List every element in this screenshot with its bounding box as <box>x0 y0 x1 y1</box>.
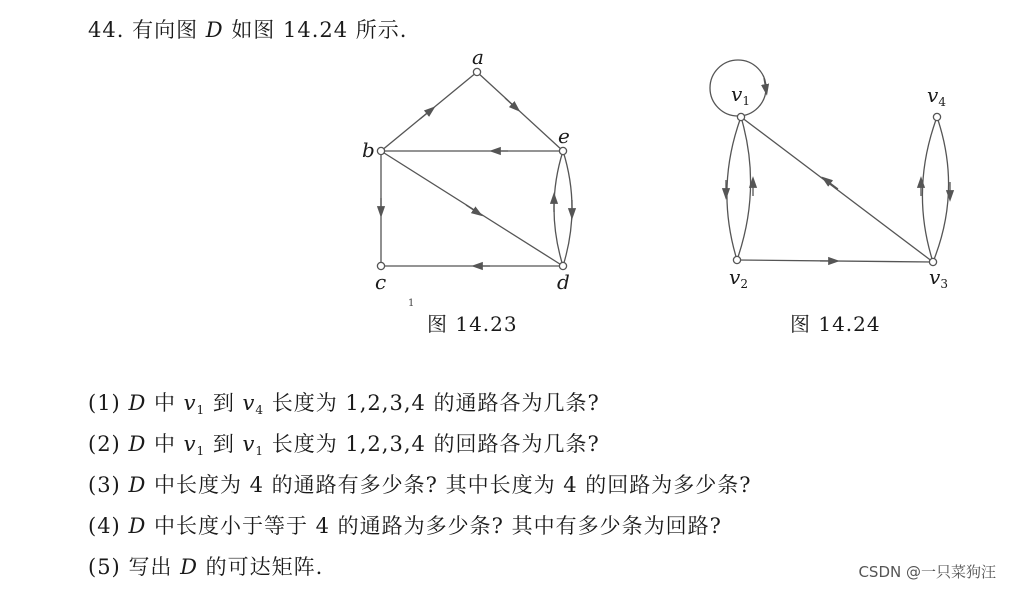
stray-mark: 1 <box>408 298 415 309</box>
edge-a-e <box>477 72 563 151</box>
problem-number: 44. <box>88 18 125 42</box>
label-e: e <box>558 124 570 148</box>
question-number: (4) <box>88 514 121 538</box>
label-a: a <box>472 45 484 69</box>
question-text: 到 <box>205 391 243 415</box>
node-v1 <box>737 113 744 120</box>
node-c <box>377 262 384 269</box>
question-number: (5) <box>88 555 121 579</box>
question-2 <box>88 428 600 458</box>
problem-intro-post: 如图 14.24 所示. <box>231 18 408 42</box>
graph-name-D: D <box>128 514 147 538</box>
node-v4 <box>933 113 940 120</box>
question-text: 长度为 1,2,3,4 的回路各为几条? <box>264 432 600 456</box>
vertex-sub: 1 <box>255 444 265 458</box>
edge-v2-v3 <box>737 260 933 262</box>
question-1 <box>88 387 600 417</box>
question-4 <box>88 510 722 540</box>
edge-v3-v1 <box>741 117 933 262</box>
edge-b-d-arrow <box>466 205 478 213</box>
vertex-sub: 4 <box>255 403 265 417</box>
vertex-var: v <box>242 432 256 456</box>
graph-name-D: D <box>128 432 147 456</box>
edge-v2-v1 <box>737 117 751 260</box>
question-5 <box>88 551 323 581</box>
edge-d-e <box>554 151 563 266</box>
node-e <box>559 147 566 154</box>
label-v1: $v_1$ <box>731 82 750 108</box>
question-text: 到 <box>205 432 243 456</box>
label-v4: $v_4$ <box>927 83 946 109</box>
question-text: 中长度小于等于 4 的通路为多少条? 其中有多少条为回路? <box>146 514 722 538</box>
node-a <box>473 68 480 75</box>
question-number: (2) <box>88 432 121 456</box>
graph-name-D: D <box>180 555 198 579</box>
question-text: 中 <box>146 391 184 415</box>
caption-14-24: 图 14.24 <box>790 312 881 336</box>
vertex-var: v <box>242 391 256 415</box>
figure-14-23 <box>377 68 572 269</box>
question-text: 写出 <box>128 555 181 579</box>
question-text: 中长度为 4 的通路有多少条? 其中长度为 4 的回路为多少条? <box>146 473 752 497</box>
node-b <box>377 147 384 154</box>
graph-name-D: D <box>128 391 147 415</box>
label-b: b <box>362 138 375 162</box>
label-v3: $v_3$ <box>929 265 948 291</box>
edge-e-d <box>563 151 572 266</box>
edge-v3-v1-arrow <box>826 180 838 189</box>
vertex-sub: 1 <box>196 444 206 458</box>
vertex-var: v <box>183 391 197 415</box>
graph-name-D: D <box>128 473 147 497</box>
label-d: d <box>557 270 570 294</box>
question-number: (1) <box>88 391 121 415</box>
edge-a-e-arrow <box>505 98 516 108</box>
figure-14-24 <box>710 60 950 266</box>
question-number: (3) <box>88 473 121 497</box>
problem-intro-pre: 有向图 <box>132 18 199 42</box>
vertex-var: v <box>183 432 197 456</box>
edge-v1-v2 <box>727 117 741 260</box>
vertex-sub: 1 <box>196 403 206 417</box>
edge-v3-v4 <box>922 117 937 262</box>
edge-v4-v3 <box>933 117 949 262</box>
question-text: 长度为 1,2,3,4 的通路各为几条? <box>264 391 600 415</box>
graph-name-D: D <box>205 18 224 42</box>
label-v2: $v_2$ <box>729 265 748 291</box>
node-d <box>559 262 566 269</box>
node-v2 <box>733 256 740 263</box>
edge-b-a-arrow <box>420 110 431 119</box>
caption-14-23: 图 14.23 <box>427 312 518 336</box>
watermark: CSDN @一只菜狗汪 <box>858 563 996 581</box>
question-3 <box>88 469 752 499</box>
question-text: 的可达矩阵. <box>197 555 324 579</box>
question-text: 中 <box>146 432 184 456</box>
label-c: c <box>375 270 387 294</box>
